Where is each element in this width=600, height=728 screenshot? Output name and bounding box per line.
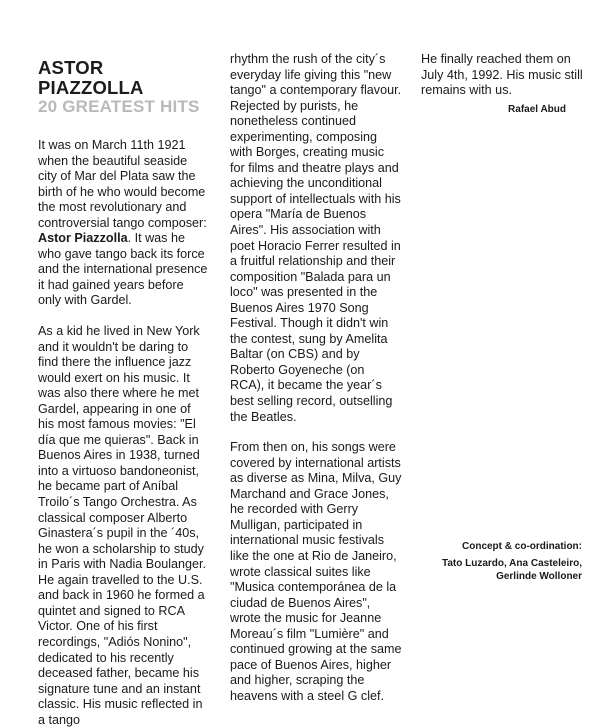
- bio-paragraph-5: He finally reached them on July 4th, 1992. His music still remains with us.: [421, 52, 583, 98]
- credits-names-line-1: Tato Luzardo, Ana Casteleiro,: [441, 557, 582, 569]
- bio-text: It was on March 11th 1921 when the beautiful seaside city of Mar del Plata saw the birth of he who would become the most revolutionary and controversial tango composer:: [38, 138, 207, 230]
- bio-paragraph-3: rhythm the rush of the city´s everyday life giving this "new tango" a contemporary flavour. Rejected by purists, he nonetheless continued experimenting, composing with Borges, creating music for films and theatre plays and achieving the unconditional support of intellectuals with his opera "María de Buenos Aires". His association with poet Horacio Ferrer resulted in a fruitful relationship and their composition "Balada para un loco" was presented in the Buenos Aires 1970 Song Festival. Though it didn't win the contest, sung by Amelita Baltar (on CBS) and by Roberto Goyeneche (on RCA), it became the year´s best selling record, outselling the Beatles.: [230, 52, 402, 424]
- album-title: ASTOR PIAZZOLLA: [38, 57, 144, 98]
- author-signature: Rafael Abud: [508, 103, 566, 115]
- credits-heading: Concept & co-ordination:: [462, 541, 582, 552]
- credits-block: [442, 540, 582, 584]
- column-3: [421, 0, 586, 116]
- column-2: [230, 0, 402, 704]
- bio-paragraph-4: From then on, his songs were covered by international artists as diverse as Mina, Milva, Guy Marchand and Grace Jones, he recorded with Gerry Mulligan, participated in international music festivals like the one at Rio de Janeiro, wrote classical suites like "Musica contemporánea de la ciudad de Buenos Aires", wrote the music for Jeanne Moreau´s film "Lumière" and continued growing at the same pace of Buenos Aires, higher and higher, scraping the heavens with a steel G clef.: [230, 440, 402, 703]
- column-1: [38, 0, 208, 728]
- artist-name: Astor Piazzolla: [38, 231, 128, 246]
- credits-names-line-2: Gerlinde Wolloner: [496, 571, 582, 582]
- album-subtitle: 20 GREATEST HITS: [38, 97, 200, 116]
- bio-text: . It was he who gave tango back its force and the international presence it had gained years before only with Gardel.: [38, 231, 208, 308]
- bio-paragraph-2: As a kid he lived in New York and it wouldn't be daring to find there the influence jazz would exert on his music. It was also there where he met Gardel, appearing in one of his most famous movies: "El día que me quieras". Back in Buenos Aires in 1938, turned into a virtuoso bandoneonist, he became part of Aníbal Troilo´s Tango Orchestra. As classical composer Alberto Ginastera´s pupil in the ´40s, he won a scholarship to study in Paris with Nadia Boulanger. He again travelled to the U.S. and back in 1960 he formed a quintet and signed to RCA Victor. One of his first recordings, "Adiós Nonino", dedicated to his recently deceased father, became his signature tune and an instant classic. His music reflected in a tango: [38, 324, 207, 727]
- bio-paragraph-1: [38, 138, 208, 309]
